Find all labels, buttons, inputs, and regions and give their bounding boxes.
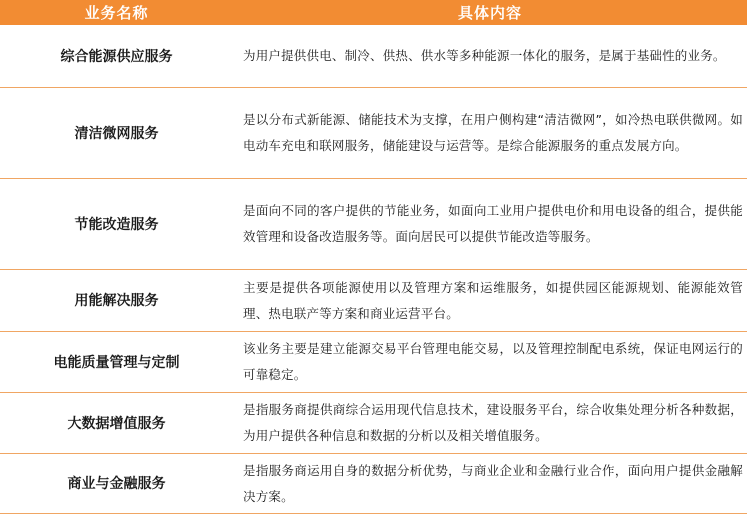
business-name: 清洁微网服务 <box>0 87 233 178</box>
business-name: 大数据增值服务 <box>0 392 233 453</box>
business-description: 为用户提供供电、制冷、供热、供水等多种能源一体化的服务，是属于基础性的业务。 <box>233 25 747 87</box>
business-name: 用能解决服务 <box>0 269 233 331</box>
business-name: 电能质量管理与定制 <box>0 331 233 392</box>
header-business-name: 业务名称 <box>0 0 233 25</box>
table-row <box>0 25 747 87</box>
business-name: 综合能源供应服务 <box>0 25 233 87</box>
table-body <box>0 25 747 513</box>
table-row <box>0 453 747 513</box>
business-description: 该业务主要是建立能源交易平台管理电能交易，以及管理控制配电系统，保证电网运行的可靠稳定。 <box>233 331 747 392</box>
business-description: 主要是提供各项能源使用以及管理方案和运维服务，如提供园区能源规划、能源能效管理、热电联产等方案和商业运营平台。 <box>233 269 747 331</box>
business-description: 是指服务商提供商综合运用现代信息技术，建设服务平台，综合收集处理分析各种数据，为用户提供各种信息和数据的分析以及相关增值服务。 <box>233 392 747 453</box>
table-row <box>0 331 747 392</box>
business-name: 商业与金融服务 <box>0 453 233 513</box>
business-description: 是面向不同的客户提供的节能业务，如面向工业用户提供电价和用电设备的组合，提供能效管理和设备改造服务等。面向居民可以提供节能改造等服务。 <box>233 178 747 269</box>
business-name: 节能改造服务 <box>0 178 233 269</box>
business-description: 是指服务商运用自身的数据分析优势，与商业企业和金融行业合作，面向用户提供金融解决方案。 <box>233 453 747 513</box>
table-row <box>0 87 747 178</box>
table-row <box>0 392 747 453</box>
table-row <box>0 269 747 331</box>
table-row <box>0 178 747 269</box>
business-description: 是以分布式新能源、储能技术为支撑，在用户侧构建“清洁微网”，如冷热电联供微网。如电动车充电和联网服务，储能建设与运营等。是综合能源服务的重点发展方向。 <box>233 87 747 178</box>
table-header <box>0 0 747 25</box>
header-details: 具体内容 <box>233 0 747 25</box>
header-row <box>0 0 747 25</box>
